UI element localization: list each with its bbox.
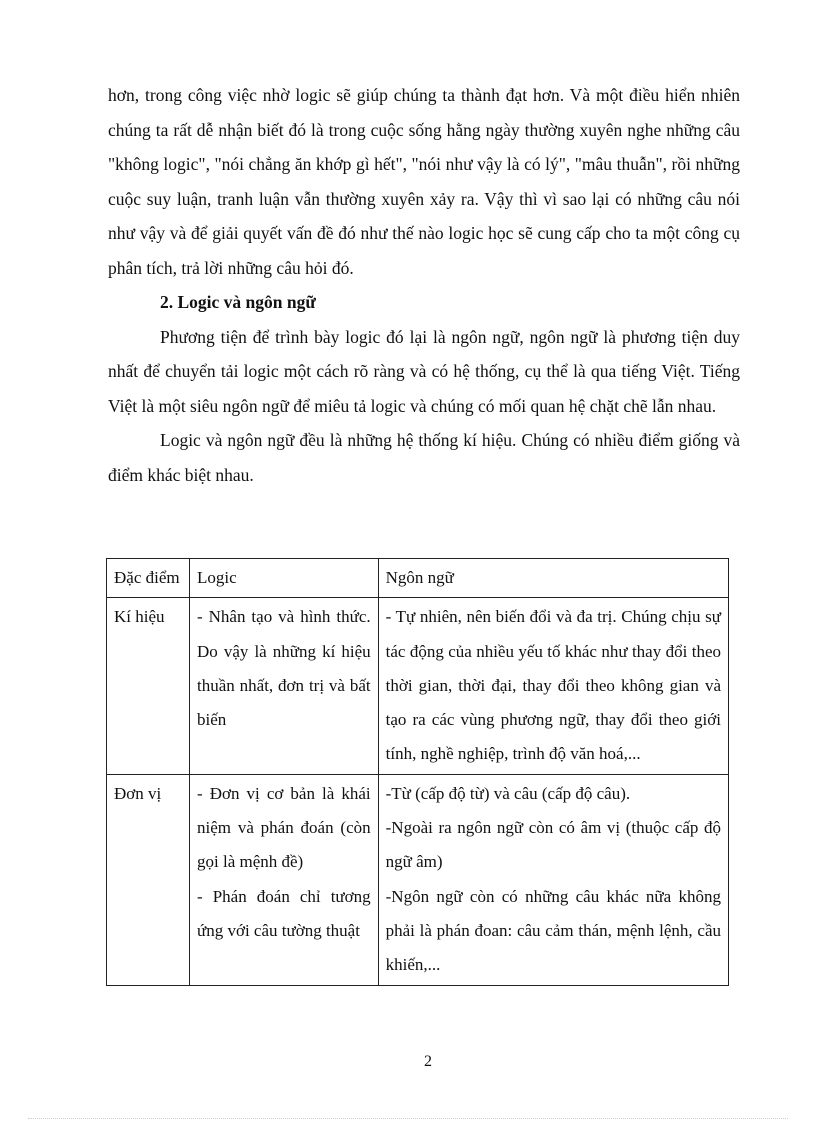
header-cell-language: Ngôn ngữ [378,559,728,598]
footer-divider [28,1118,788,1119]
header-cell-logic: Logic [190,559,379,598]
language-line: -Từ (cấp độ từ) và câu (cấp độ câu). [385,783,631,803]
body-paragraph-2: Logic và ngôn ngữ đều là những hệ thống kí hiệu. Chúng có nhiều điểm giống và điểm khác biệt nhau. [108,430,740,485]
intro-paragraph: hơn, trong công việc nhờ logic sẽ giúp chúng ta thành đạt hơn. Và một điều hiển nhiên chúng ta rất dễ nhận biết đó là trong cuộc sống hằng ngày thường xuyên nghe những câu "không logic", "nói chẳng ăn khớp gì hết", "nói như vậy là có lý", "mâu thuẫn", rồi những cuộc suy luận, tranh luận vẫn thường xuyên xảy ra. Vậy thì vì sao lại có những câu nói như vậy và để giải quyết vấn đề đó như thế nào logic học sẽ cung cấp cho ta một công cụ phân tích, trả lời những câu hỏi đó. [108,85,740,278]
section-heading: 2. Logic và ngôn ngữ [160,292,316,312]
logic-line: - Đơn vị cơ bản là khái niệm và phán đoán (còn gọi là mệnh đề) [197,783,371,872]
body-paragraph-1: Phương tiện để trình bày logic đó lại là ngôn ngữ, ngôn ngữ là phương tiện duy nhất để chuyển tải logic một cách rõ ràng và có hệ thống, cụ thể là qua tiếng Việt. Tiếng Việt là một siêu ngôn ngữ để miêu tả logic và chúng có mối quan hệ chặt chẽ lẫn nhau. [108,326,740,416]
header-cell-feature: Đặc điểm [107,559,190,598]
feature-cell: Kí hiệu [107,598,190,774]
language-line: -Ngoài ra ngôn ngữ còn có âm vị (thuộc cấp độ ngữ âm) [385,818,721,872]
logic-cell [190,774,379,985]
language-line: - Tự nhiên, nên biến đổi và đa trị. Chúng chịu sự tác động của nhiều yếu tố khác như thay đổi theo thời gian, thời đại, thay đổi theo không gian và tạo ra các vùng phương ngữ, thay đổi theo giới tính, nghề nghiệp, trình độ văn hoá,... [385,607,721,764]
feature-cell: Đơn vị [107,774,190,985]
page-number: 2 [424,1053,432,1070]
logic-line: - Nhân tạo và hình thức. Do vậy là những kí hiệu thuần nhất, đơn trị và bất biến [197,607,371,730]
logic-cell [190,598,379,774]
table-row [107,598,729,774]
document-body [108,78,740,492]
table-header-row [107,559,729,598]
language-cell [378,598,728,774]
comparison-table [106,558,729,986]
language-line: -Ngôn ngữ còn có những câu khác nữa không phải là phán đoan: câu cảm thán, mệnh lệnh, cầu khiến,... [385,886,721,975]
table-row [107,774,729,985]
logic-line: - Phán đoán chỉ tương ứng với câu tường thuật [197,886,371,940]
language-cell [378,774,728,985]
